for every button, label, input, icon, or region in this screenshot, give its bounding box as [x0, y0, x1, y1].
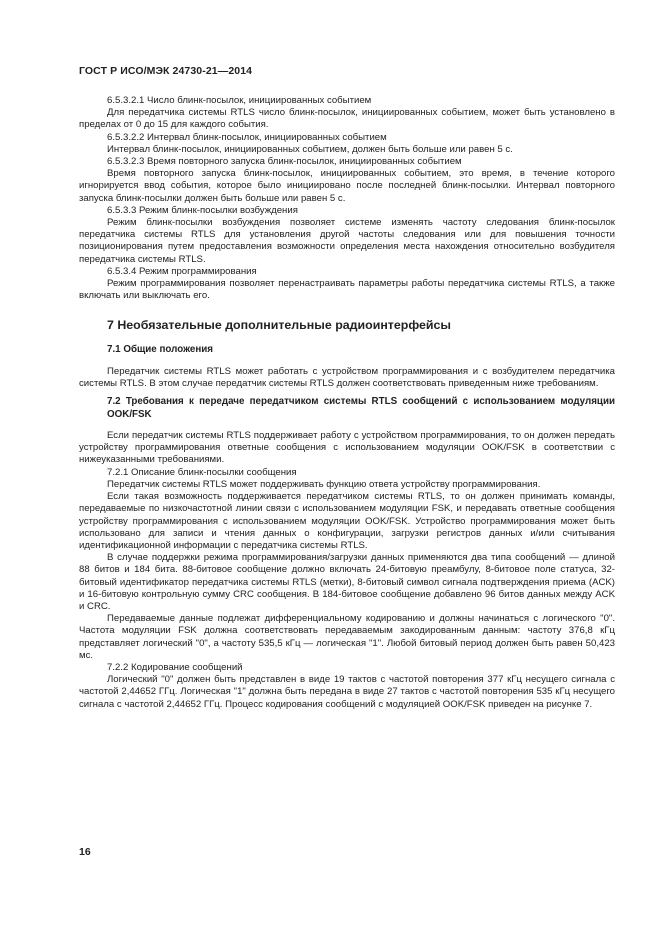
- subsection-6-5-3-2-3-title: 6.5.3.2.3 Время повторного запуска блинк-посылок, инициированных событием: [107, 156, 462, 168]
- subsection-7-2-1-title: 7.2.1 Описание блинк-посылки сообщения: [107, 466, 297, 478]
- subsection-6-5-3-2-1-title: 6.5.3.2.1 Число блинк-посылок, инициированных событием: [107, 95, 372, 106]
- paragraph: В случае поддержки режима программирования/загрузки данных применяются два типа сообщений — длиной 88 битов и 184 бита. 88-битовое сообщение должно включать 24-битовую преамбулу, 8-битовое поле статуса, 32-битовый идентификатор передатчика системы RTLS (метки), 8-битовый символ сигнала подтверждения приема (ACK) и 16-битовую контрольную сумму CRC сообщения. В 184-битовое сообщение добавлено 96 битов данных между ACK и CRC.: [79, 552, 615, 612]
- paragraph: Логический "0" должен быть представлен в виде 19 тактов с частотой повторения 377 кГц несущего сигнала с частотой 2,44652 ГГц. Логическая "1" должна быть передана в виде 27 тактов с частотой повторения 535 кГц несущего сигнала с частотой 2,44652 ГГц. Процесс кодирования сообщений с модуляцией OOK/FSK приведен на рисунке 7.: [79, 674, 615, 710]
- paragraph: Передаваемые данные подлежат дифференциальному кодированию и должны начинаться с логического "0". Частота модуляции FSK должна соответствовать передаваемым закодированным данным: частоту 376,8 кГц представляет логический "0", а частоту 535,5 кГц — логическая "1". Любой битовый период должен быть равен 50,423 мс.: [79, 613, 615, 661]
- paragraph: Если такая возможность поддерживается передатчиком системы RTLS, то он должен принимать команды, передаваемые по низкочастотной линии связи с использованием модуляции FSK, и передавать ответные сообщения устройству программирования с использованием модуляции OOK/FSK. Устройство программирования может быть использовано для записи и чтения данных о конфигурации, загрузки регистров данных и/или считывания идентификационной информации с передатчика системы RTLS.: [79, 491, 615, 551]
- page-number: 16: [79, 846, 91, 858]
- section-7-1-heading: 7.1 Общие положения: [107, 344, 214, 356]
- paragraph: Интервал блинк-посылок, инициированных событием, должен быть больше или равен 5 с.: [107, 143, 513, 155]
- section-7-heading: 7 Необязательные дополнительные радиоинтерфейсы: [107, 318, 451, 333]
- subsection-6-5-3-3-title: 6.5.3.3 Режим блинк-посылки возбуждения: [107, 204, 298, 216]
- subsection-7-2-2-title: 7.2.2 Кодирование сообщений: [107, 661, 243, 673]
- page-header: ГОСТ Р ИСО/МЭК 24730-21—2014: [79, 65, 253, 77]
- subsection-6-5-3-4-title: 6.5.3.4 Режим программирования: [107, 265, 257, 277]
- document-body: [79, 95, 615, 711]
- paragraph: Если передатчик системы RTLS поддерживает работу с устройством программирования, то он должен передать устройству программирования ответные сообщения с использованием модуляции OOK/FSK в соответствии с нижеуказанными требованиями.: [79, 430, 615, 466]
- section-7-2-heading: 7.2 Требования к передаче передатчиком системы RTLS сообщений с использованием модуляции OOK/FSK: [107, 396, 615, 420]
- subsection-6-5-3-2-2-title: 6.5.3.2.2 Интервал блинк-посылок, инициированных событием: [107, 131, 387, 143]
- paragraph: Режим блинк-посылки возбуждения позволяет системе изменять частоту следования блинк-посылок передатчика системы RTLS для установления другой частоты следования или для повышения точности позиционирования путем предоставления возможности определения места нахождения относительно возбудителя передатчика системы RTLS.: [79, 217, 615, 265]
- paragraph: Передатчик системы RTLS может работать с устройством программирования и с возбудителем передатчика системы RTLS. В этом случае передатчик системы RTLS должен соответствовать приведенным ниже требованиям.: [79, 365, 615, 390]
- paragraph: Время повторного запуска блинк-посылок, инициированных событием, это время, в течение которого игнорируется ввод события, которое было инициировано после последней блинк-посылки. Интервал повторного запуска блинк-посылки должен быть больше или равен 5 с.: [79, 168, 615, 204]
- paragraph: Передатчик системы RTLS может поддерживать функцию ответа устройству программирования.: [107, 478, 541, 490]
- paragraph: Для передатчика системы RTLS число блинк-посылок, инициированных событием, может быть установлено в пределах от 0 до 15 для каждого события.: [79, 107, 615, 131]
- paragraph: Режим программирования позволяет перенастраивать параметры работы передатчика системы RTLS, а также включать или выключать его.: [79, 278, 615, 302]
